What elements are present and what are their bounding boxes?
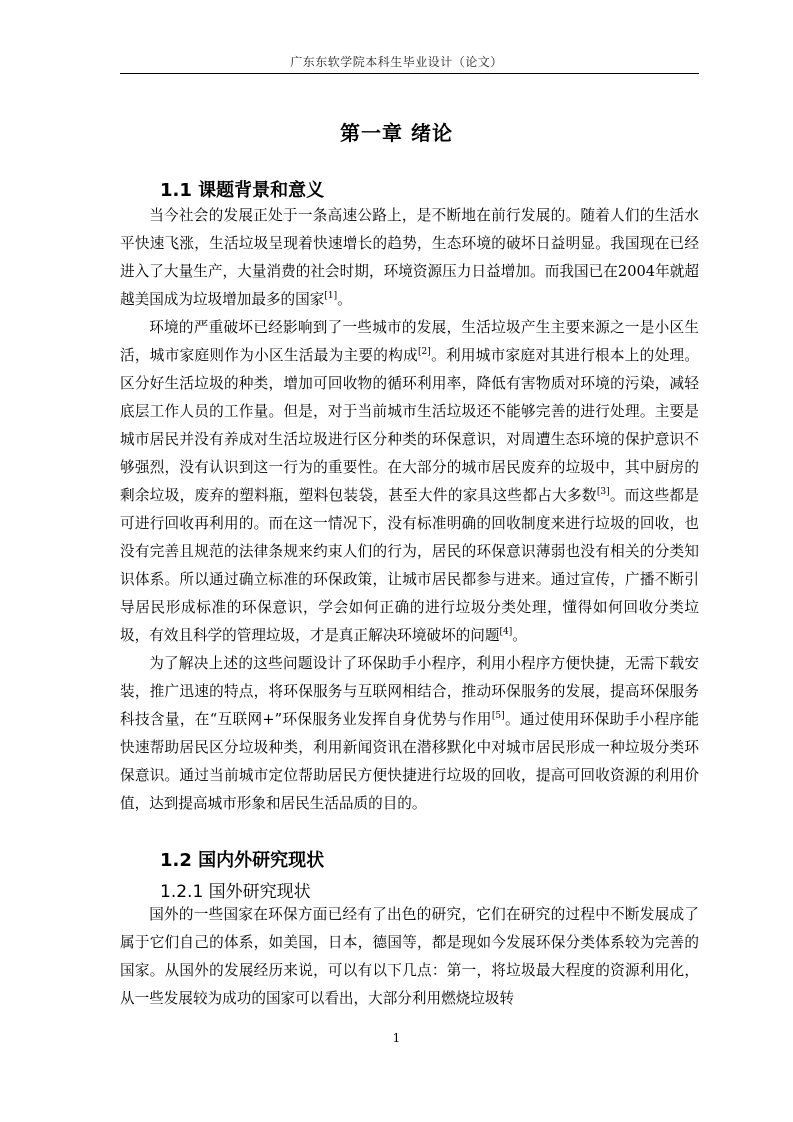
text-run: 。通过使用环保助手小程序能快速帮助居民区分垃圾种类，利用新闻资讯在潜移默化中对城市居民形成一种垃圾分类环保意识。通过当前城市定位帮助居民方便快捷进行垃圾的回收，提高可回收资源的利用价值，达到提高城市形象和居民生活品质的目的。: [120, 711, 699, 812]
citation-ref: [2]: [418, 347, 431, 358]
chapter-title: 第一章 绪论: [340, 121, 453, 145]
running-header: 广东东软学院本科生毕业设计（论文）: [290, 55, 503, 69]
paragraph: [120, 901, 699, 1013]
paragraph: [120, 202, 699, 314]
text-run: 为了解决上述的这些问题设计了环保助手小程序，利用小程序方便快捷，无需下载安装，推广迅速的特点，将环保服务与互联网相结合，推动环保服务的发展，提高环保服务科技含量，在“互联网+”环保服务业发挥自身优势与作用: [120, 655, 699, 728]
text-run: 。利用城市家庭对其进行根本上的处理。区分好生活垃圾的种类，增加可回收物的循环利用率，降低有害物质对环境的污染，减轻底层工作人员的工作量。但是，对于当前城市生活垃圾还不能够完善的进行处理。主要是城市居民并没有养成对生活垃圾进行区分种类的环保意识，对周遭生态环境的保护意识不够强烈，没有认识到这一行为的重要性。在大部分的城市居民废弃的垃圾中，其中厨房的剩余垃圾，废弃的塑料瓶，塑料包装袋，甚至大件的家具这些都占大多数: [120, 347, 699, 504]
text-run: 国外的一些国家在环保方面已经有了出色的研究，它们在研究的过程中不断发展成了属于它们自己的体系，如美国，日本，德国等，都是现如今发展环保分类体系较为完善的国家。从国外的发展经历来说，可以有以下几点：第一，将垃圾最大程度的资源利用化，从一些发展较为成功的国家可以看出，大部分利用燃烧垃圾转: [120, 906, 699, 1007]
paragraph: [120, 650, 699, 818]
citation-ref: [3]: [596, 487, 610, 498]
text-run: 环境的严重破坏已经影响到了一些城市的发展，生活垃圾产生主要来源之一是小区生活，城市家庭则作为小区生活最为主要的构成: [120, 319, 699, 364]
header-divider: [120, 73, 699, 74]
section-heading-1-1: 1.1 课题背景和意义: [160, 180, 325, 201]
text-run: 。: [512, 627, 527, 644]
citation-ref: [5]: [491, 711, 505, 722]
subsection-heading-1-2-1: 1.2.1 国外研究现状: [160, 882, 311, 902]
text-run: 。: [337, 291, 352, 308]
section-heading-1-2: 1.2 国内外研究现状: [160, 850, 325, 871]
text-run: 当今社会的发展正处于一条高速公路上，是不断地在前行发展的。随着人们的生活水平快速飞涨，生活垃圾呈现着快速增长的趋势，生态环境的破坏日益明显。我国现在已经进入了大量生产，大量消费的社会时期，环境资源压力日益增加。而我国已在2004年就超越美国成为垃圾增加最多的国家: [120, 207, 699, 308]
subsection-1-2-1-body: [120, 901, 699, 1013]
text-run: 。而这些都是可进行回收再利用的。而在这一情况下，没有标准明确的回收制度来进行垃圾的回收，也没有完善且规范的法律条规来约束人们的行为，居民的环保意识薄弱也没有相关的分类知识体系。所以通过确立标准的环保政策，让城市居民都参与进来。通过宣传，广播不断引导居民形成标准的环保意识，学会如何正确的进行垃圾分类处理，懂得如何回收分类垃圾，有效且科学的管理垃圾，才是真正解决环境破坏的问题: [120, 487, 699, 644]
section-1-1-body: [120, 202, 699, 818]
paragraph: [120, 314, 699, 650]
citation-ref: [1]: [324, 291, 338, 302]
citation-ref: [4]: [499, 627, 513, 638]
page-number: 1: [392, 1031, 401, 1045]
